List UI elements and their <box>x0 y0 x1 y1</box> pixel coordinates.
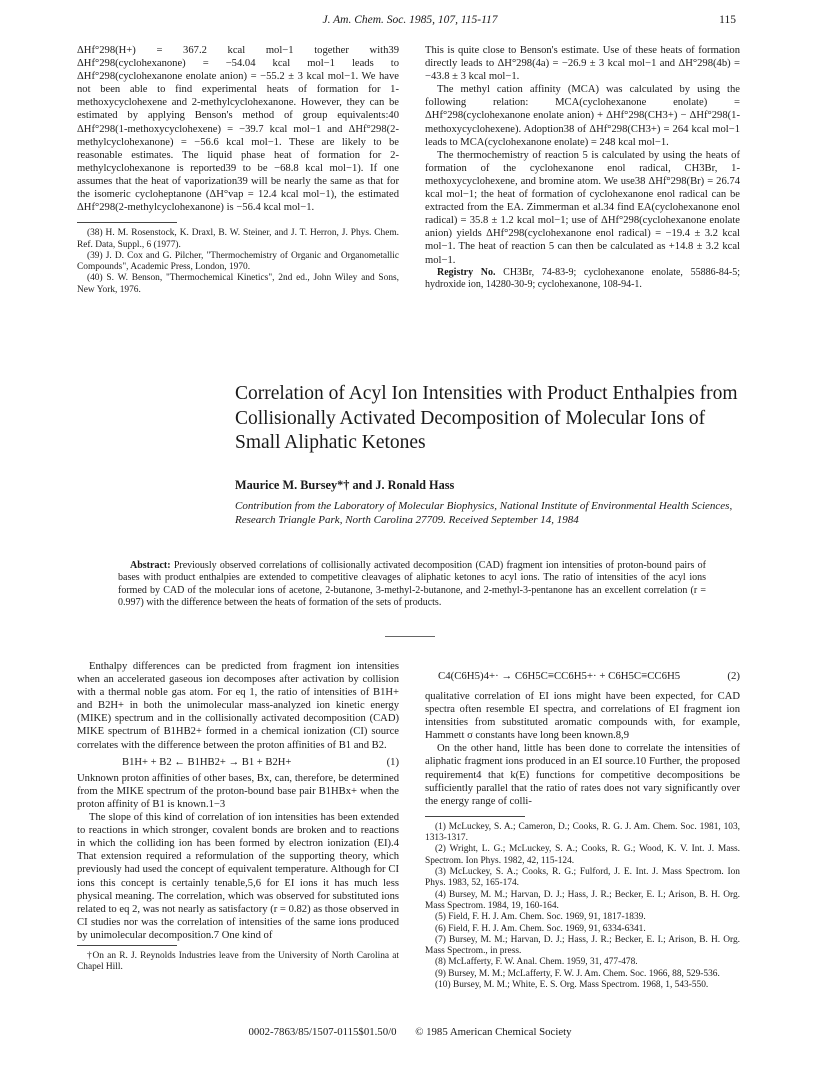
reference-item: (39) J. D. Cox and G. Pilcher, "Thermochemistry of Organic and Organometallic Compounds", Academic Press, London, 1970. <box>77 250 399 273</box>
abstract <box>118 560 706 609</box>
top-left-column <box>77 44 399 296</box>
paragraph: The slope of this kind of correlation of ion intensities has been extended to reactions in which stronger, covalent bonds are broken and to reactions in which the colliding ion has been formed by electron ionization (EI).4 That extension required a reformulation of the supporting theory, which previously had used the concept of equivalent temperature. Although for CI ions this concept is certainly tenable,5,6 for EI ions it has much less physical meaning. The correlation, which was observed for substituted ions related to eq 2, was not nearly as satisfactory (r = 0.82) as those observed in CI studies nor was the correlation of intensities of the same ions produced by unimolecular decomposition.7 One kind of <box>77 812 399 941</box>
article-title: Correlation of Acyl Ion Intensities with Product Enthalpies from Collisionally Activated Decomposition of Molecular Ions of Small Aliphatic Ketones <box>235 383 738 453</box>
reference-item: (40) S. W. Benson, "Thermochemical Kinetics", 2nd ed., John Wiley and Sons, New York, 1976. <box>77 273 399 295</box>
reference-item: (10) Bursey, M. M.; White, E. S. Org. Mass Spectrom. 1968, 1, 543-550. <box>435 980 709 990</box>
reference-item: (5) Field, F. H. J. Am. Chem. Soc. 1969, 91, 1817-1839. <box>435 912 646 923</box>
paragraph: Unknown proton affinities of other bases, Bx, can, therefore, be determined from the MIKE spectrum of the proton-bound base pair B1HBx+ when the proton affinity of B1 is known.1−3 <box>77 772 399 810</box>
top-right-column <box>425 44 740 291</box>
paragraph: Enthalpy differences can be predicted from fragment ion intensities when an accelerated gaseous ion decomposes after activation by collision with a thermal noble gas atom. For eq 1, the ratio of intensities of B1H+ and B2H+ in both the unimolecular mass-analyzed ion kinetic energy (MIKE) spectrum and in the collisionally activated decomposition (CAD) MIKE spectrum of B1HB2+ formed in a chemical ionization (CI) source correlates with the difference between the proton affinities of B1 and B2. <box>77 661 399 751</box>
reference-divider <box>425 816 525 817</box>
reference-divider <box>77 222 177 223</box>
equation-text: C4(C6H5)4+· → C6H5C≡CC6H5+· + C6H5C≡CC6H5 <box>438 670 681 682</box>
registry-text: CH3Br, 74-83-9; cyclohexanone enolate, 55886-84-5; hydroxide ion, 14280-30-9; cyclohexanone, 108-94-1. <box>425 266 741 290</box>
reference-item: (7) Bursey, M. M.; Harvan, D. J.; Hass, J. R.; Becker, E. I.; Arison, B. H. Org. Mass Spectrom., in press. <box>425 934 740 957</box>
reference-item: (2) Wright, L. G.; McLuckey, S. A.; Cooks, R. G.; Wood, K. V. Int. J. Mass. Spectrom. Ion Phys. 1982, 42, 115-124. <box>425 844 740 866</box>
equation-number: (1) <box>386 756 399 768</box>
reference-item: (1) McLuckey, S. A.; Cameron, D.; Cooks, R. G. J. Am. Chem. Soc. 1981, 103, 1313-1317. <box>425 821 740 844</box>
reference-list-top <box>77 228 399 296</box>
body-right-column <box>425 690 740 991</box>
body-left-column <box>77 660 399 974</box>
running-header <box>0 14 820 32</box>
equation-2 <box>438 670 740 682</box>
continued-paragraph: ΔHf°298(H+) = 367.2 kcal mol−1 together with39 ΔHf°298(cyclohexanone) = −54.04 kcal mol−1 leads to ΔHf°298(cyclohexanone enolate anion) = −55.2 ± 3 kcal mol−1. We have not been able to find experimental heats of formation for 1-methoxycyclohexene and 2-methylcyclohexanone. However, they can be estimated by applying Benson's method of group equivalents:40 ΔHf°298(1-methoxycyclohexene) = −39.7 kcal mol−1 and ΔHf°298(2-methylcyclohexanone) = −56.6 kcal mol−1. These are likely to be reasonable estimates. The liquid phase heat of formation for 2-methylcyclohexanone is reported39 to be −68.8 kcal mol−1). If one assumes that the heat of vaporization39 will be nearly the same as that for the isomeric cycloheptanone (ΔH°vap = 12.4 kcal mol−1), the estimated ΔHf°298(2-methylcyclohexanone) is −56.4 kcal mol−1. <box>77 45 399 214</box>
footnote: †On an R. J. Reynolds Industries leave from the University of North Carolina at Chapel Hill. <box>77 950 399 973</box>
paragraph: The methyl cation affinity (MCA) was calculated by using the following relation: MCA(cyclohexanone enolate) = ΔHf°298(cyclohexanone enolate anion) + ΔHf°298(CH3+) − ΔHf°298(1-methoxycyclohexene). Adoption38 of ΔHf°298(CH3+) = 264 kcal mol−1 leads to MCA(cyclohexanone enolate) = 248 kcal mol−1. <box>425 84 740 148</box>
reference-item: (38) H. M. Rosenstock, K. Draxl, B. W. Steiner, and J. T. Herron, J. Phys. Chem. Ref. Data, Suppl., 6 (1977). <box>77 228 399 250</box>
article-authors: Maurice M. Bursey*† and J. Ronald Hass <box>235 478 455 492</box>
registry-label: Registry No. <box>437 266 496 278</box>
reference-list-body <box>425 822 740 991</box>
registry-numbers <box>425 267 740 292</box>
abstract-label: Abstract: <box>130 560 171 571</box>
reference-item: (4) Bursey, M. M.; Harvan, D. J.; Hass, J. R.; Becker, E. I.; Arison, B. H. Org. Mass Spectrom. 1984, 19, 160-164. <box>425 889 740 911</box>
paragraph: This is quite close to Benson's estimate. Use of these heats of formation directly leads to ΔH°298(4a) = −26.9 ± 3 kcal mol−1 and ΔH°298(4b) = −43.8 ± 3 kcal mol−1. <box>425 45 740 83</box>
page-number: 115 <box>719 14 736 26</box>
reference-item: (9) Bursey, M. M.; McLafferty, F. W. J. Am. Chem. Soc. 1966, 88, 529-536. <box>435 968 720 979</box>
equation-text: B1H+ + B2 ← B1HB2+ → B1 + B2H+ <box>122 756 292 768</box>
footnote-divider <box>77 945 177 946</box>
copyright: © 1985 American Chemical Society <box>415 1026 572 1038</box>
page-footer <box>0 1026 820 1038</box>
article-affiliation: Contribution from the Laboratory of Molecular Biophysics, National Institute of Environmental Health Sciences, Research Triangle Park, North Carolina 27709. Received September 14, 1984 <box>235 500 733 526</box>
paragraph: On the other hand, little has been done to correlate the intensities of aliphatic fragment ions produced in an EI source.10 Further, the proposed requirement4 that k(E) functions for competitive decompositions be sufficiently parallel that the ratio of rates does not vary significantly over the energy range of colli- <box>425 743 740 807</box>
equation-1 <box>77 756 399 769</box>
paragraph: The thermochemistry of reaction 5 is calculated by using the heats of formation of the cyclohexanone enol radical, CH3Br, 1-methoxycyclohexene, and bromine atom. We use38 ΔHf°298(Br) = 26.74 kcal mol−1; the heat of formation of cyclohexanone enol radical can be extracted from the EA. Zimmerman et al.34 find EA(cyclohexanone enol radical) = 35.8 ± 1.2 kcal mol−1; use of ΔHf°298(cyclohexanone enolate anion) yields ΔHf°298(cyclohexanone enol radical) = −19.4 ± 3.2 kcal mol−1. The heat of reaction 5 can then be calculated as +14.8 ± 3.2 kcal mol−1. <box>425 149 740 266</box>
paragraph: qualitative correlation of EI ions might have been expected, for CAD spectra often resemble EI spectra, and correlations of EI fragment ion intensities from substituted aromatic compounds with, for example, Hammett σ constants have long been known.8,9 <box>425 691 740 742</box>
reference-item: (3) McLuckey, S. A.; Cooks, R. G.; Fulford, J. E. Int. J. Mass Spectrom. Ion Phys. 1983, 52, 165-174. <box>425 867 740 889</box>
journal-citation: J. Am. Chem. Soc. 1985, 107, 115-117 <box>322 14 498 26</box>
reference-item: (8) McLafferty, F. W. Anal. Chem. 1959, 31, 477-478. <box>435 957 638 968</box>
abstract-text: Previously observed correlations of collisionally activated decomposition (CAD) fragment ion intensities of proton-bound pairs of bases with product enthalpies are extended to competitive cleavages of aliphatic ketones to acyl ions. The ratio of intensities of the acyl ions formed by CAD of the molecular ions of acetone, 2-butanone, 3-methyl-2-butanone, and 2-methyl-3-pentanone has an excellent correlation (r = 0.997) with the difference between the heats of formation of the sets of products. <box>118 560 706 608</box>
reference-item: (6) Field, F. H. J. Am. Chem. Soc. 1969, 91, 6334-6341. <box>435 923 646 934</box>
article-code: 0002-7863/85/1507-0115$01.50/0 <box>248 1026 397 1038</box>
equation-number: (2) <box>727 670 740 682</box>
